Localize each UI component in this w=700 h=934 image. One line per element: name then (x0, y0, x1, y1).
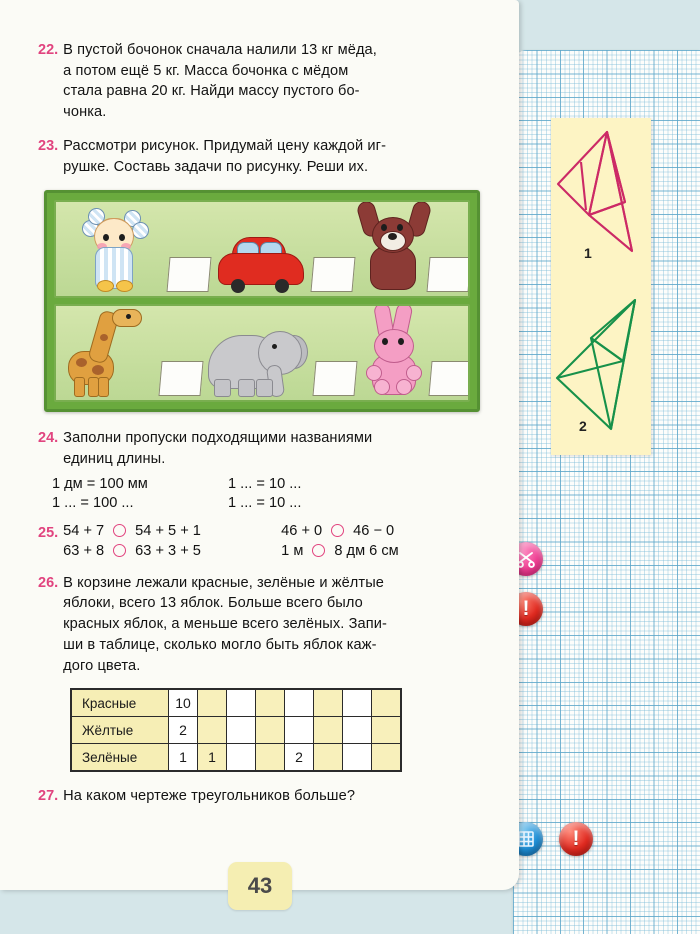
giraffe-leg-3 (98, 377, 109, 397)
cell-red-6[interactable] (314, 689, 343, 717)
comparison-1b-right: 46 − 0 (353, 522, 395, 539)
exercise-24 (38, 428, 482, 469)
exercise-22 (38, 40, 482, 123)
exercise-22-number: 22. (38, 42, 59, 58)
comparison-1a (63, 523, 281, 539)
price-tag-car (310, 257, 355, 292)
scissors-glyph (516, 549, 536, 569)
price-tag-doll (166, 257, 211, 292)
figure-1-triangles (558, 132, 632, 251)
comparison-row-1 (63, 523, 482, 539)
cell-red-3[interactable] (227, 689, 256, 717)
cell-yellow-4[interactable] (256, 717, 285, 744)
row-label-red: Красные (71, 689, 169, 717)
toy-elephant (208, 327, 308, 397)
car-wheel-left (231, 279, 245, 293)
toy-shelf-bottom (54, 304, 470, 402)
comparison-2a-left: 63 + 8 (63, 542, 105, 559)
comparison-2b-right: 8 дм 6 см (334, 542, 399, 559)
cell-green-7[interactable] (343, 744, 372, 772)
exercise-27-line-1: На каком чертеже треугольников больше? (63, 788, 356, 805)
cell-red-1[interactable]: 10 (169, 689, 198, 717)
units-row-2-right: 1 ... = 10 ... (228, 494, 302, 511)
attention-icon-2[interactable] (559, 822, 593, 856)
units-row-1 (52, 476, 482, 492)
exclamation-glyph: ! (522, 597, 530, 620)
table-row (71, 744, 401, 772)
cell-yellow-3[interactable] (227, 717, 256, 744)
units-row-2-left: 1 ... = 100 ... (52, 494, 134, 511)
comparison-circle-1b[interactable] (331, 524, 344, 537)
comparison-circle-1a[interactable] (113, 524, 126, 537)
comparison-1b (281, 523, 394, 539)
exercise-23 (38, 136, 482, 177)
comparison-2a-right: 63 + 3 + 5 (135, 542, 201, 559)
cell-yellow-1[interactable]: 2 (169, 717, 198, 744)
toy-car (218, 233, 304, 293)
exercise-26-line-1: В корзине лежали красные, зелёные и жёлтые (63, 574, 385, 591)
price-tag-elephant (312, 361, 357, 396)
page-content (38, 40, 482, 820)
exercise-24-line-2: единиц длины. (63, 451, 166, 468)
cell-yellow-2[interactable] (198, 717, 227, 744)
exercise-22-text (63, 40, 482, 123)
exercise-22-line-3: стала равна 20 кг. Найди массу пустого бо- (63, 83, 360, 100)
cell-yellow-8[interactable] (372, 717, 402, 744)
row-label-green: Зелёные (71, 744, 169, 772)
triangle-figures-svg (551, 118, 651, 455)
giraffe-leg-1 (74, 377, 85, 397)
comparison-2b-left: 1 м (281, 542, 304, 559)
figure-1-label: 1 (584, 245, 592, 261)
comparison-1a-right: 54 + 5 + 1 (135, 522, 201, 539)
cell-red-5[interactable] (285, 689, 314, 717)
exercise-26-line-5: дого цвета. (63, 657, 141, 674)
exercise-26-number: 26. (38, 574, 59, 591)
exercise-23-text (63, 136, 482, 177)
row-label-yellow: Жёлтые (71, 717, 169, 744)
doll-foot-left (97, 280, 114, 292)
cell-green-5[interactable]: 2 (285, 744, 314, 772)
comparison-2b (281, 543, 399, 559)
exercise-27-number: 27. (38, 788, 59, 805)
cell-red-7[interactable] (343, 689, 372, 717)
cell-green-1[interactable]: 1 (169, 744, 198, 772)
price-tag-giraffe (158, 361, 203, 396)
apples-table (70, 688, 402, 772)
exercise-26-line-3: красных яблок, а меньше всего зелёных. Запи- (63, 616, 387, 633)
bunny-paw-right (406, 365, 422, 381)
cell-red-4[interactable] (256, 689, 285, 717)
comparison-1b-left: 46 + 0 (281, 522, 323, 539)
comparison-1a-left: 54 + 7 (63, 522, 105, 539)
car-body (218, 253, 304, 285)
comparison-row-2 (63, 543, 482, 559)
figure-2-label: 2 (579, 418, 587, 434)
price-tag-bunny (428, 361, 470, 396)
toy-giraffe (68, 305, 146, 397)
table-row (71, 717, 401, 744)
exclamation-glyph-2: ! (572, 827, 580, 850)
table-row (71, 689, 401, 717)
exercise-24-number: 24. (38, 430, 59, 447)
exercise-24-text (63, 428, 482, 469)
toys-illustration (44, 190, 480, 412)
exercise-22-line-4: чонка. (63, 104, 107, 121)
exercise-26-line-4: ши в таблице, сколько могло быть яблок каж- (63, 636, 377, 653)
exercise-23-number: 23. (38, 137, 59, 154)
comparison-circle-2b[interactable] (312, 544, 325, 557)
cell-yellow-6[interactable] (314, 717, 343, 744)
figures-panel (551, 118, 651, 455)
cell-green-3[interactable] (227, 744, 256, 772)
toy-shelf-top (54, 200, 470, 298)
exercise-26 (38, 573, 482, 677)
exercise-25-rows (63, 523, 482, 563)
cell-green-4[interactable] (256, 744, 285, 772)
exercise-22-line-2: а потом ещё 5 кг. Масса бочонка с мёдом (63, 62, 349, 79)
page-number: 43 (228, 862, 292, 910)
cell-red-2[interactable] (198, 689, 227, 717)
exercise-27 (38, 786, 482, 807)
toy-dog (356, 201, 430, 293)
car-wheel-right (275, 279, 289, 293)
exercise-26-line-2: яблоки, всего 13 яблок. Больше всего было (63, 595, 363, 612)
bunny-foot-right (396, 379, 412, 395)
cell-yellow-5[interactable] (285, 717, 314, 744)
units-row-1-right: 1 ... = 10 ... (228, 475, 302, 492)
grid-glyph (516, 829, 536, 849)
doll-bow-right2 (132, 222, 149, 239)
units-row-1-left: 1 дм = 100 мм (52, 475, 148, 492)
figure-2-triangles (557, 300, 635, 429)
doll-foot-right (116, 280, 133, 292)
elephant-leg-3 (256, 379, 273, 397)
comparison-2a (63, 543, 281, 559)
exercise-25-number: 25. (38, 524, 59, 541)
exercise-24-units (52, 476, 482, 511)
exercise-23-line-1: Рассмотри рисунок. Придумай цену каждой иг- (63, 137, 387, 154)
elephant-leg-1 (214, 379, 231, 397)
exercise-23-line-2: рушке. Составь задачи по рисунку. Реши их. (63, 158, 369, 175)
elephant-leg-2 (238, 379, 255, 397)
exercise-25 (38, 523, 482, 563)
exercise-27-text (63, 786, 482, 807)
units-row-2 (52, 495, 482, 511)
cell-red-8[interactable] (372, 689, 402, 717)
cell-green-2[interactable]: 1 (198, 744, 227, 772)
exercise-26-text (63, 573, 482, 677)
exercise-22-line-1: В пустой бочонок сначала налили 13 кг мёда, (63, 42, 377, 58)
cell-green-6[interactable] (314, 744, 343, 772)
toy-doll (78, 205, 150, 293)
price-tag-dog (426, 257, 470, 292)
toy-bunny (364, 304, 426, 397)
comparison-circle-2a[interactable] (113, 544, 126, 557)
cell-yellow-7[interactable] (343, 717, 372, 744)
exercise-24-line-1: Заполни пропуски подходящими названиями (63, 430, 373, 447)
cell-green-8[interactable] (372, 744, 402, 772)
